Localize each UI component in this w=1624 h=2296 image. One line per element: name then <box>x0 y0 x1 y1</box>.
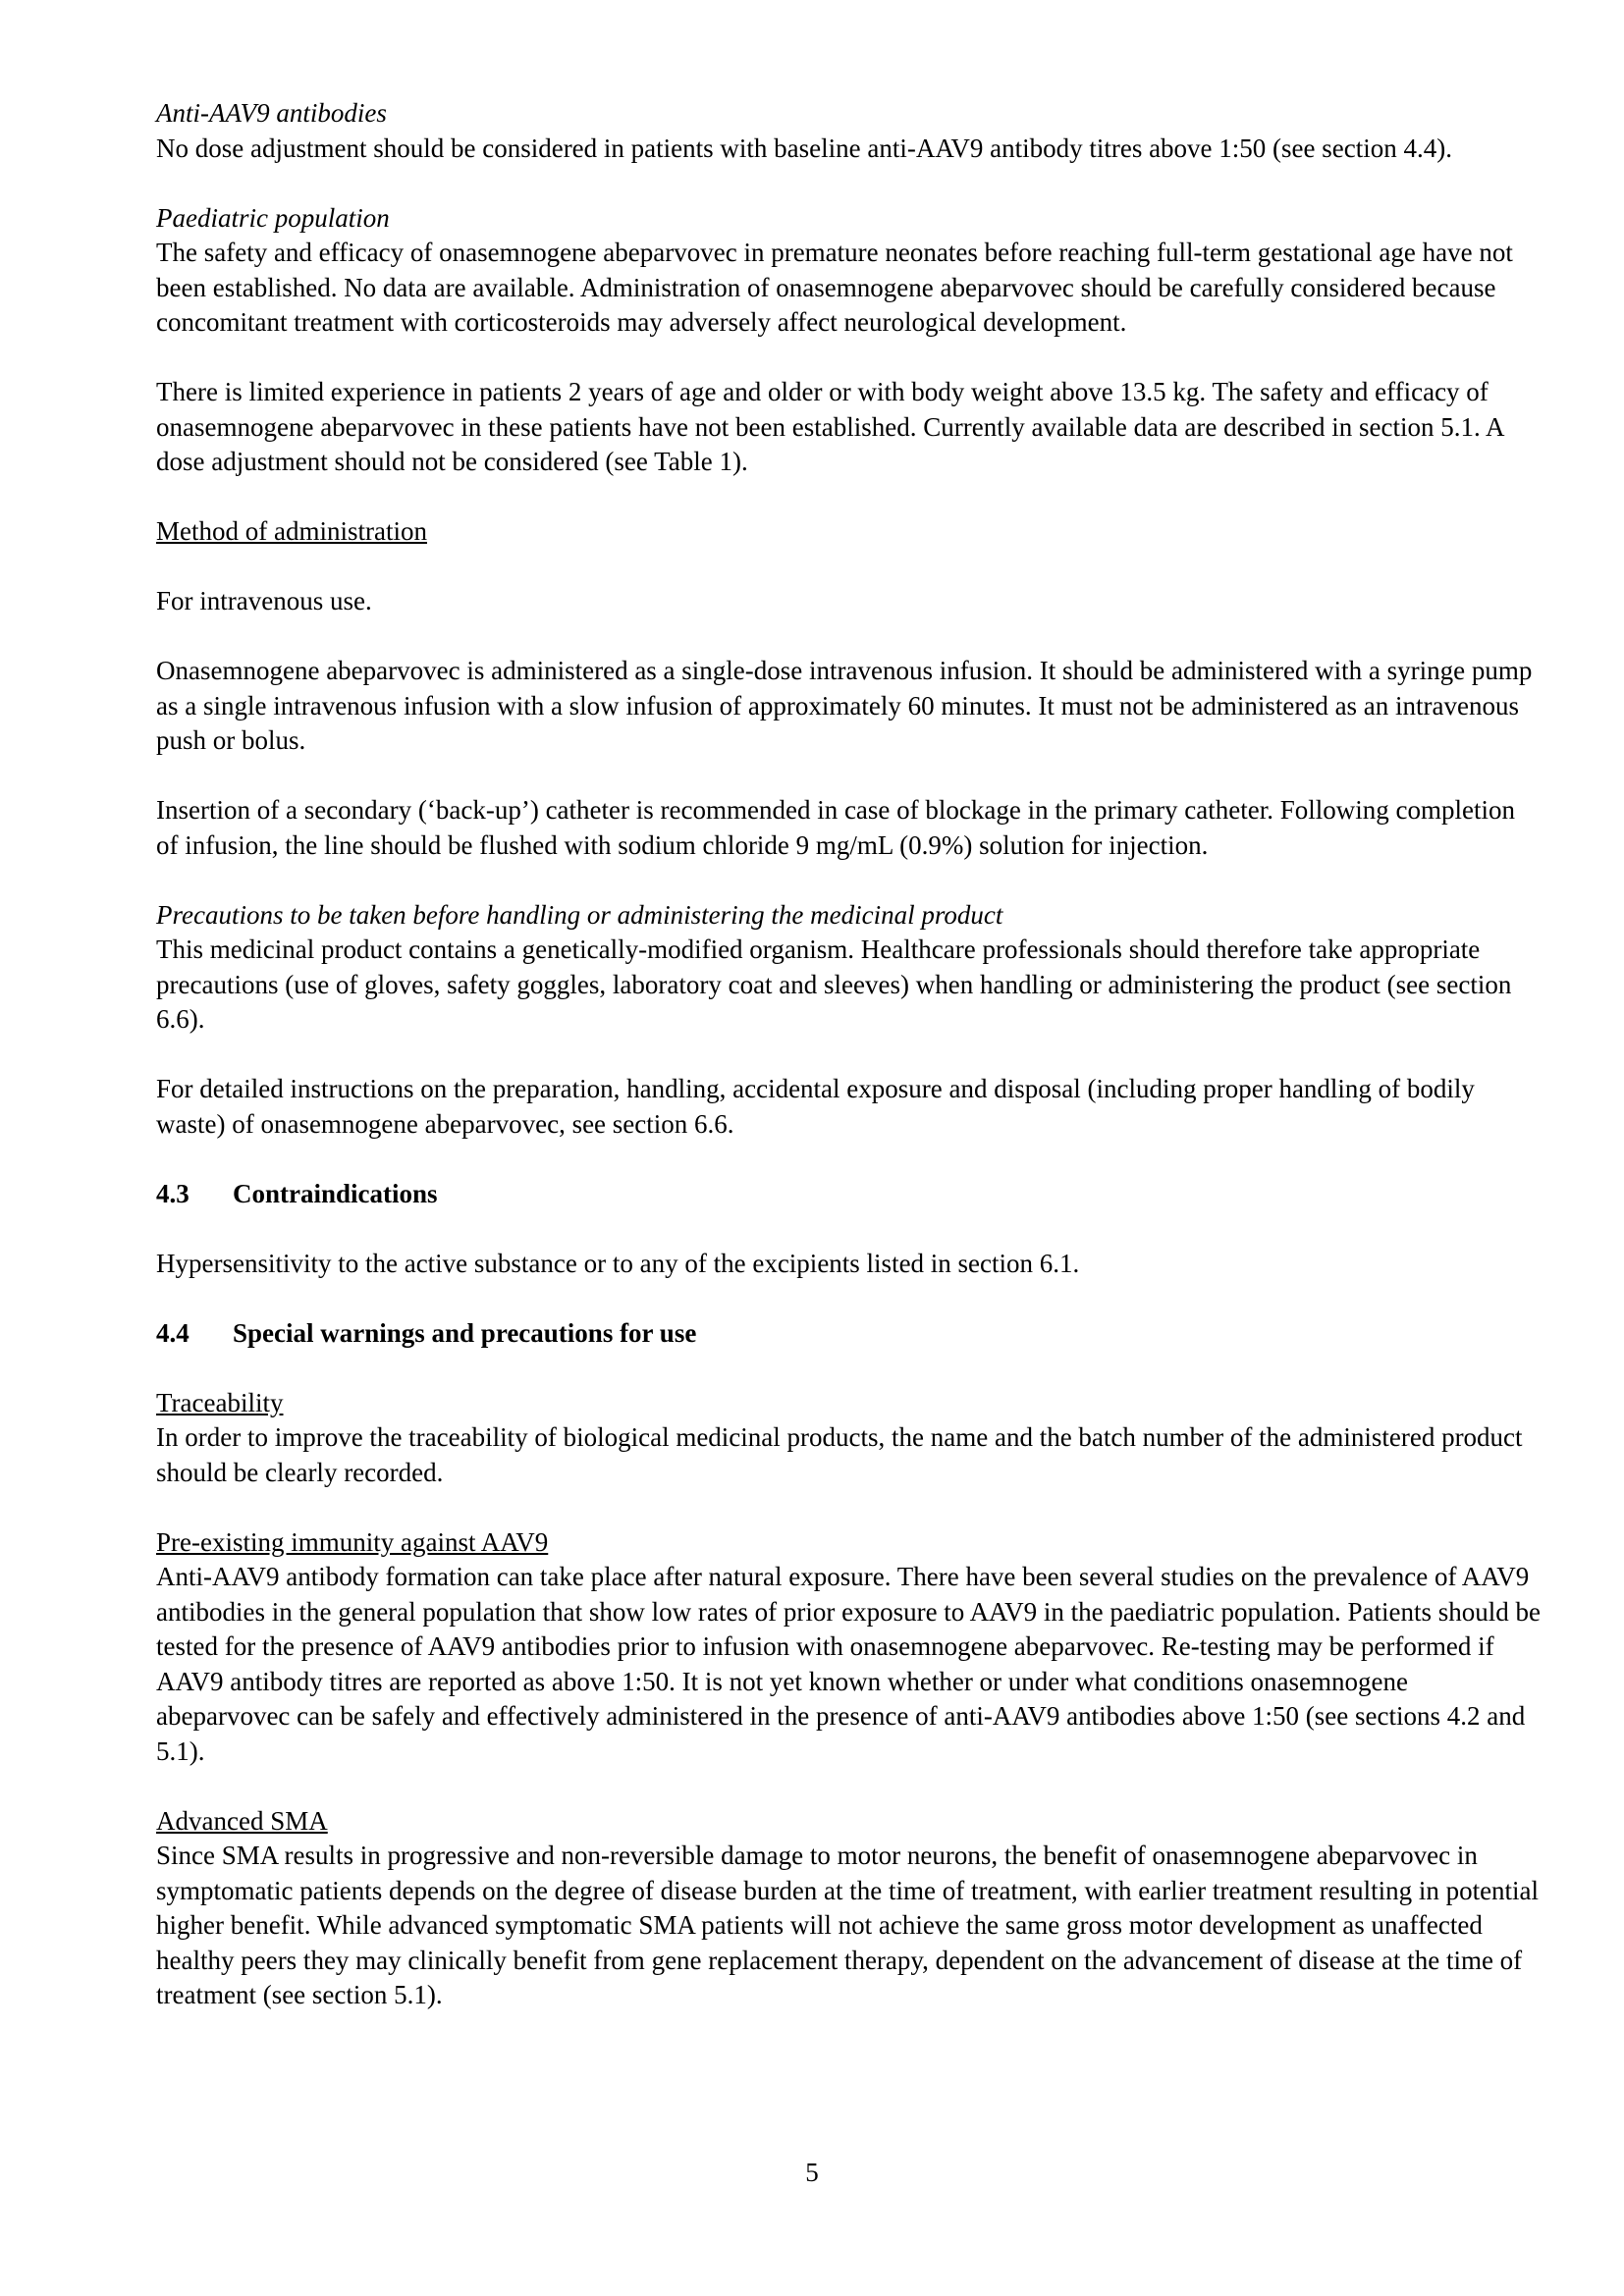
paediatric-heading: Paediatric population <box>156 202 390 233</box>
immunity-section <box>156 1525 1541 1770</box>
traceability-heading: Traceability <box>156 1387 284 1417</box>
section-4-3-heading <box>156 1177 1541 1212</box>
method-paragraph-2: Onasemnogene abeparvovec is administered as a single-dose intravenous infusion. It should be administered with a syringe pump as a single intravenous infusion with a slow infusion of approximately 60 minutes. It must not be administered as an intravenous push or bolus. <box>156 656 1533 755</box>
contraindications-text: Hypersensitivity to the active substance or to any of the excipients listed in section 6.1. <box>156 1248 1080 1278</box>
method-paragraph-3: Insertion of a secondary (‘back-up’) catheter is recommended in case of blockage in the primary catheter. Following completion of infusion, the line should be flushed with sodium chloride 9 mg/mL (0.9%) solution for injection. <box>156 795 1515 860</box>
method-section <box>156 514 1541 863</box>
method-heading: Method of administration <box>156 516 427 546</box>
traceability-section <box>156 1386 1541 1491</box>
precautions-paragraph-1: This medicinal product contains a genetically-modified organism. Healthcare professionals should therefore take appropriate precautions (use of gloves, safety goggles, laboratory coat and sleeves) when handling or administering the product (see section 6.6). <box>156 934 1512 1034</box>
section-4-4-title: Special warnings and precautions for use <box>233 1317 697 1348</box>
advanced-sma-section <box>156 1804 1541 2013</box>
section-4-4-number: 4.4 <box>156 1317 189 1348</box>
method-paragraph-1: For intravenous use. <box>156 586 372 615</box>
precautions-paragraph-2: For detailed instructions on the preparation, handling, accidental exposure and disposal (including proper handling of bodily waste) of onasemnogene abeparvovec, see section 6.6. <box>156 1074 1475 1139</box>
advanced-sma-heading: Advanced SMA <box>156 1805 328 1836</box>
traceability-text: In order to improve the traceability of biological medicinal products, the name and the batch number of the administered product should be clearly recorded. <box>156 1422 1523 1487</box>
document-page <box>156 96 1541 2048</box>
anti-aav9-heading: Anti-AAV9 antibodies <box>156 98 387 128</box>
paediatric-section <box>156 201 1541 480</box>
precautions-heading: Precautions to be taken before handling or administering the medicinal product <box>156 899 1003 930</box>
paediatric-paragraph-2: There is limited experience in patients 2 years of age and older or with body weight above 13.5 kg. The safety and efficacy of onasemnogene abeparvovec in these patients have not been established. Currently available data are described in section 5.1. A dose adjustment should not be considered (see Table 1). <box>156 377 1504 476</box>
contraindications-section <box>156 1247 1541 1282</box>
immunity-text: Anti-AAV9 antibody formation can take place after natural exposure. There have been several studies on the prevalence of AAV9 antibodies in the general population that show low rates of prior exposure to AAV9 in the paediatric population. Patients should be tested for the presence of AAV9 antibodies prior to infusion with onasemnogene abeparvovec. Re-testing may be performed if AAV9 antibody titres are reported as above 1:50. It is not yet known whether or under what conditions onasemnogene abeparvovec can be safely and effectively administered in the presence of anti-AAV9 antibodies above 1:50 (see sections 4.2 and 5.1). <box>156 1562 1541 1766</box>
precautions-section <box>156 898 1541 1143</box>
anti-aav9-text: No dose adjustment should be considered in patients with baseline anti-AAV9 antibody titres above 1:50 (see section 4.4). <box>156 133 1452 163</box>
section-4-3-number: 4.3 <box>156 1178 189 1208</box>
anti-aav9-section <box>156 96 1541 166</box>
immunity-heading: Pre-existing immunity against AAV9 <box>156 1526 549 1557</box>
section-4-4-heading <box>156 1316 1541 1352</box>
advanced-sma-text: Since SMA results in progressive and non-reversible damage to motor neurons, the benefit of onasemnogene abeparvovec in symptomatic patients depends on the degree of disease burden at the time of treatment, with earlier treatment resulting in potential higher benefit. While advanced symptomatic SMA patients will not achieve the same gross motor development as unaffected healthy peers they may clinically benefit from gene replacement therapy, dependent on the advancement of disease at the time of treatment (see section 5.1). <box>156 1841 1540 2009</box>
page-number: 5 <box>805 2158 819 2187</box>
section-4-3-title: Contraindications <box>233 1178 438 1208</box>
paediatric-paragraph-1: The safety and efficacy of onasemnogene abeparvovec in premature neonates before reaching full-term gestational age have not been established. No data are available. Administration of onasemnogene abeparvovec should be carefully considered because concomitant treatment with corticosteroids may adversely affect neurological development. <box>156 238 1513 337</box>
